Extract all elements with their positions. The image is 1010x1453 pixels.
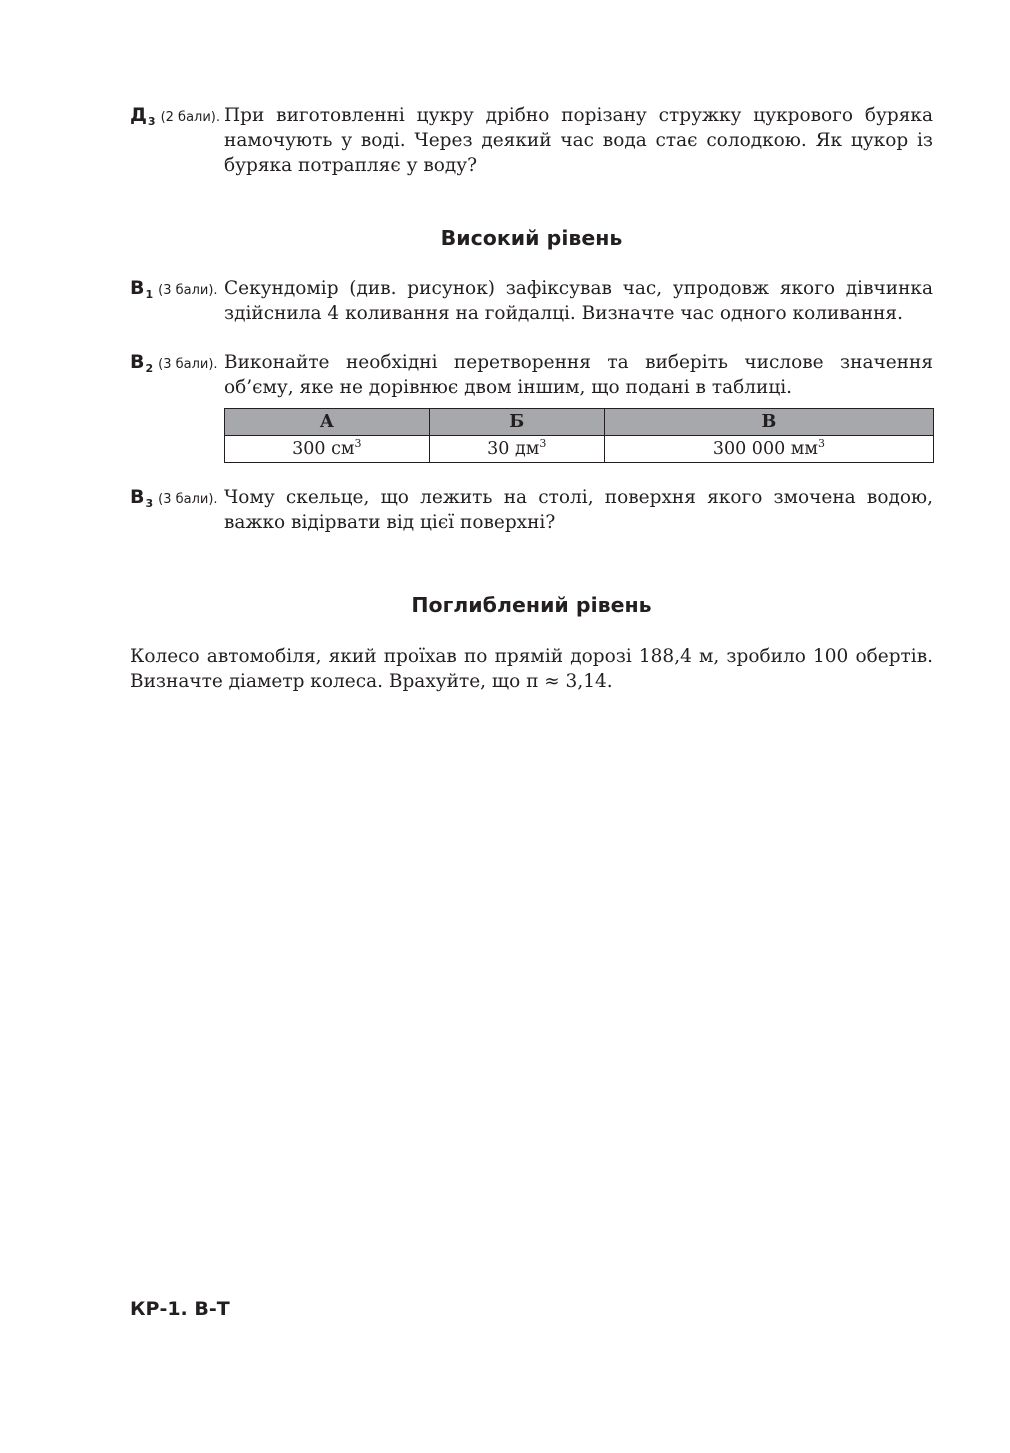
heading-high-level: Високий рівень [440, 226, 623, 250]
task-b3-points: (3 бали). [158, 492, 218, 507]
volume-table-row [225, 436, 934, 463]
task-b3-text: Чому скельце, що лежить на столі, поверхня якого змочена водою, важко відірвати від цієї поверхні? [224, 487, 933, 533]
volume-cell-a-value: 300 см [292, 439, 355, 459]
task-d3 [130, 103, 933, 178]
task-d3-points: (2 бали). [160, 110, 220, 125]
task-b1-points: (3 бали). [158, 283, 218, 298]
task-d3-letter: Д [130, 104, 147, 126]
volume-table-header-c: В [604, 409, 933, 436]
volume-cell-a [225, 436, 430, 463]
task-b3-letter: В [130, 486, 145, 508]
volume-cell-c-exponent: 3 [818, 437, 825, 450]
task-b3-label [130, 486, 224, 508]
volume-cell-b [429, 436, 604, 463]
task-b2-letter: В [130, 351, 145, 373]
heading-advanced-level: Поглиблений рівень [411, 593, 652, 617]
volume-cell-b-exponent: 3 [539, 437, 547, 450]
task-b2 [130, 350, 933, 400]
volume-table-header-b: Б [429, 409, 604, 436]
task-b2-text: Виконайте необхідні перетворення та виберіть числове значення об’єму, яке не дорівнює двом іншим, що подані в таблиці. [224, 352, 933, 398]
task-b2-label [130, 351, 224, 373]
task-d3-text: При виготовленні цукру дрібно порізану стружку цукрового буряка намочують у воді. Через деякий час вода стає солодкою. Як цукор із буряка потрапляє у воду? [224, 105, 933, 176]
volume-table-header-a: А [225, 409, 430, 436]
task-b1-label [130, 277, 224, 299]
task-b2-points: (3 бали). [158, 357, 218, 372]
task-b3-number: 3 [145, 497, 154, 510]
volume-cell-c [604, 436, 933, 463]
volume-cell-c-value: 300 000 мм [712, 439, 818, 459]
task-b1-text: Секундомір (див. рисунок) зафіксував час, упродовж якого дівчинка здійснила 4 коливання на гойдалці. Визначте час одного коливання. [224, 278, 933, 324]
advanced-problem-text: Колесо автомобіля, який проїхав по прямій дорозі 188,4 м, зробило 100 обертів. Визначте діаметр колеса. Врахуйте, що π ≈ 3,14. [130, 646, 933, 692]
footer-code: КР-1. В-Т [130, 1298, 230, 1320]
task-b2-number: 2 [145, 362, 154, 375]
task-d3-label [130, 104, 224, 126]
task-b1 [130, 276, 933, 326]
task-b3 [130, 485, 933, 535]
volume-table [224, 408, 934, 463]
task-b1-letter: В [130, 277, 145, 299]
task-d3-number: 3 [147, 115, 156, 128]
volume-cell-b-value: 30 дм [487, 439, 540, 459]
volume-table-header-row [225, 409, 934, 436]
task-b1-number: 1 [145, 288, 154, 301]
volume-cell-a-exponent: 3 [354, 437, 362, 450]
